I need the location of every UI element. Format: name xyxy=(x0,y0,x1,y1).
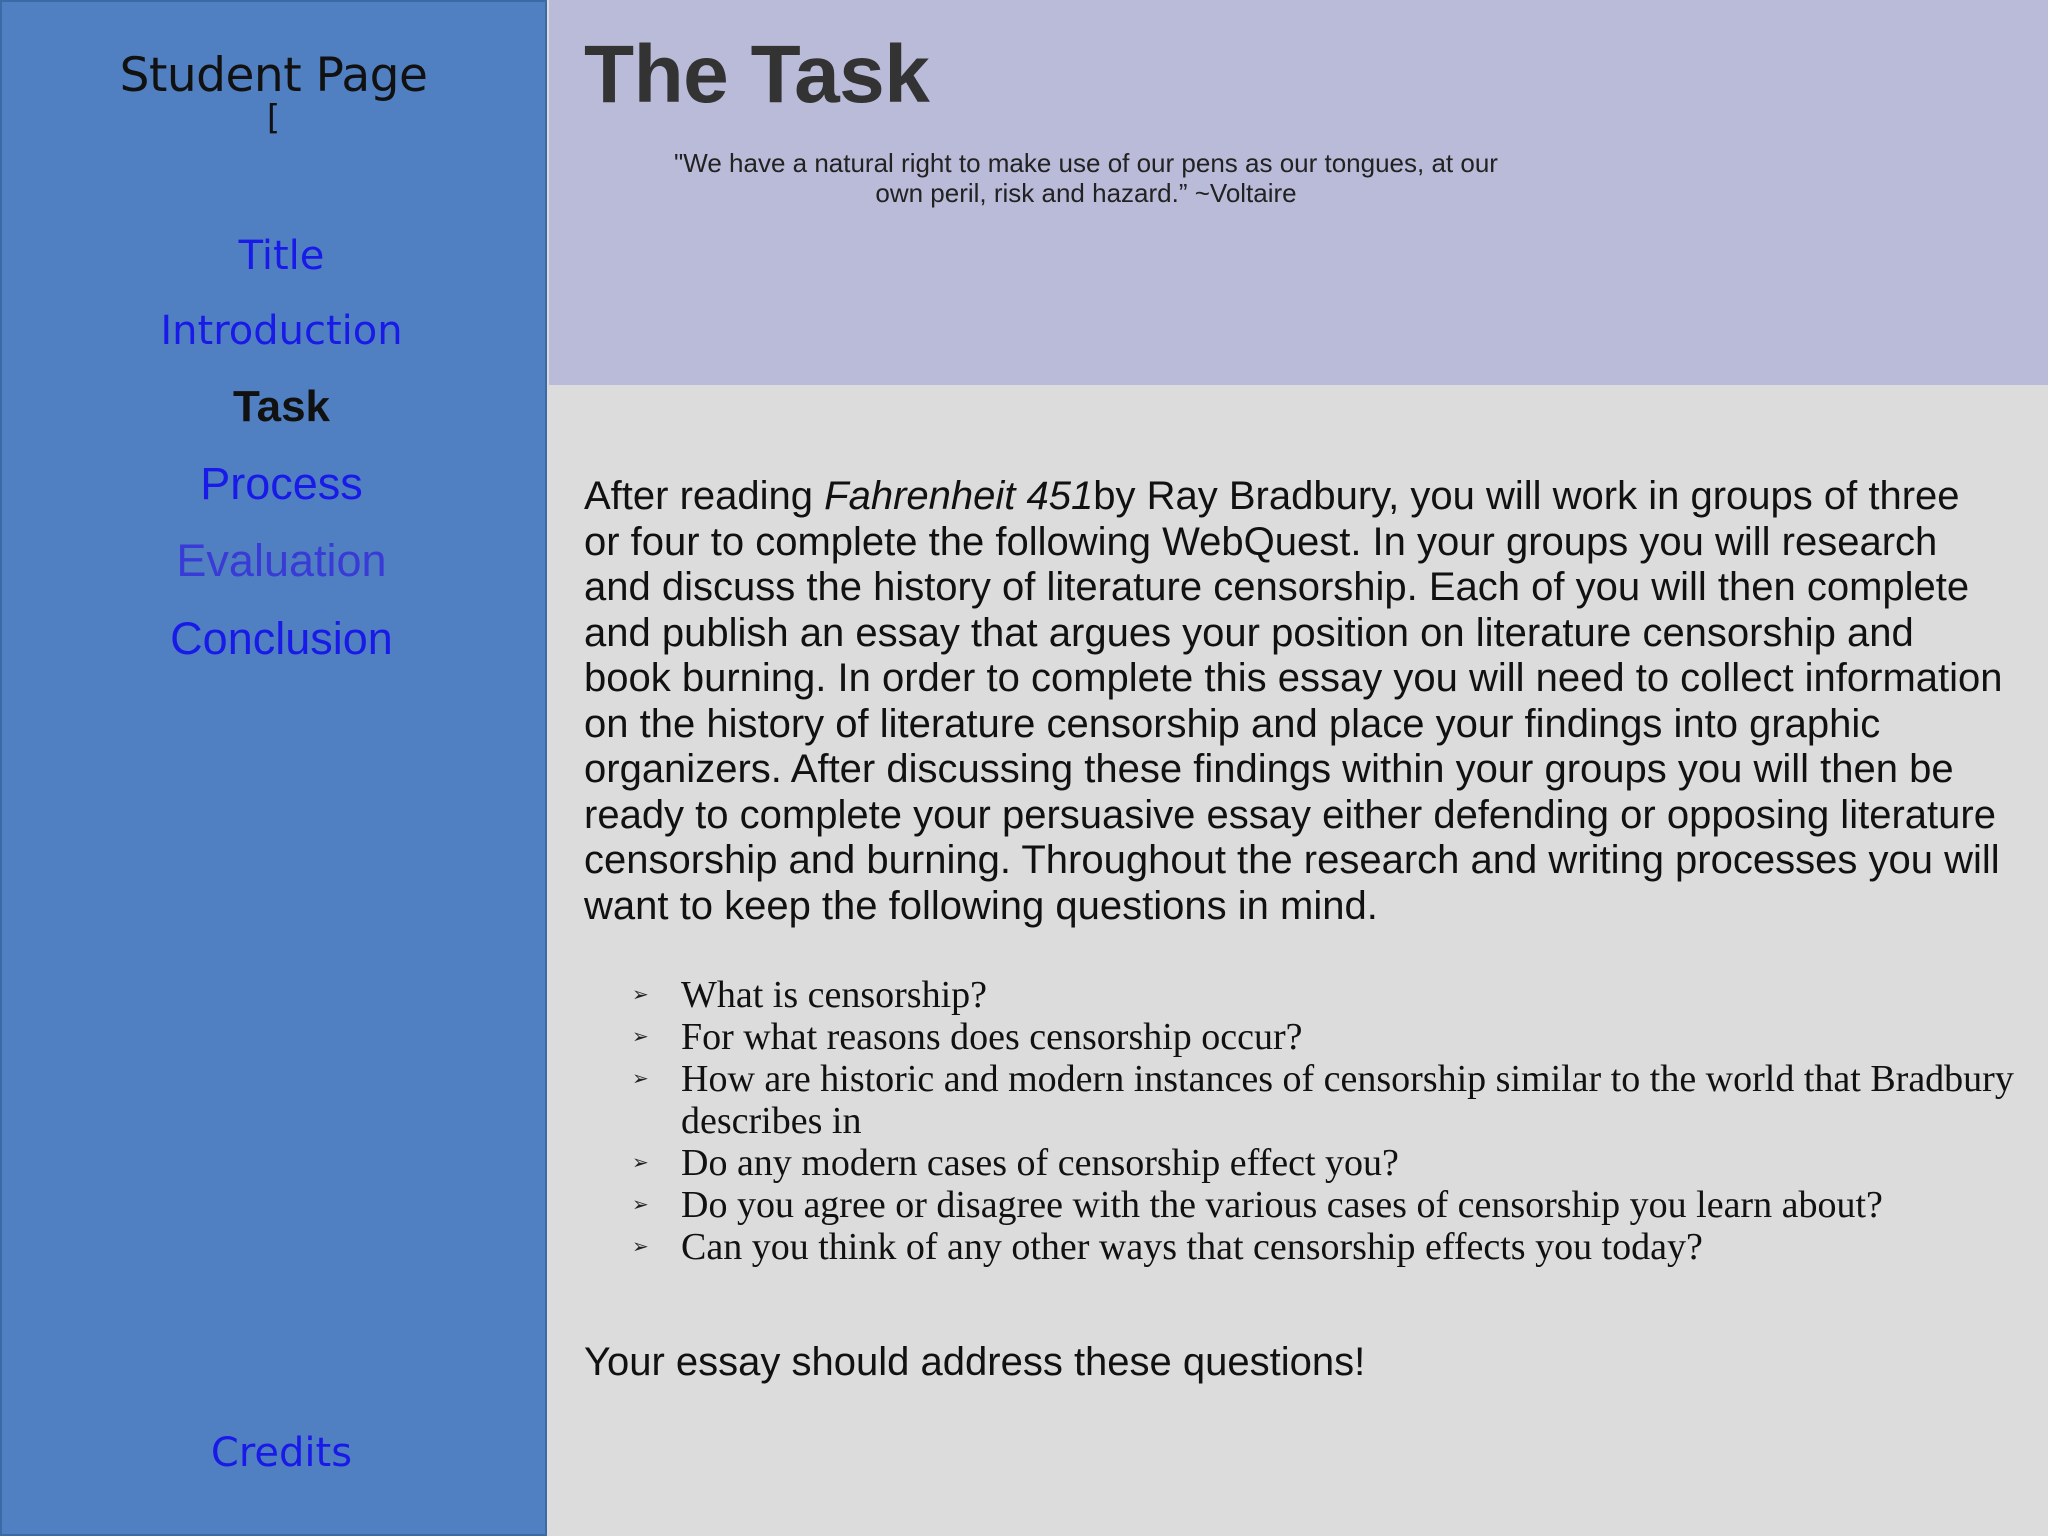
arrow-bullet-icon: ➢ xyxy=(632,1026,649,1048)
arrow-bullet-icon: ➢ xyxy=(632,1068,649,1090)
closing-statement: Your essay should address these questions! xyxy=(584,1340,1366,1384)
question-text: Do any modern cases of censorship effect you? xyxy=(681,1142,1399,1184)
book-title: Fahrenheit 451 xyxy=(824,474,1094,518)
arrow-bullet-icon: ➢ xyxy=(632,984,649,1006)
quote-line-1: "We have a natural right to make use of our pens as our tongues, at our xyxy=(674,148,1498,178)
list-item xyxy=(584,1142,2024,1184)
list-item xyxy=(584,1058,2024,1142)
nav-link-evaluation[interactable]: Evaluation xyxy=(176,535,387,586)
nav-link-introduction[interactable]: Introduction xyxy=(160,308,403,354)
sidebar xyxy=(0,0,547,1536)
voltaire-quote xyxy=(586,148,1586,208)
question-text: What is censorship? xyxy=(681,974,988,1016)
text-cursor: [ xyxy=(266,98,281,138)
list-item xyxy=(584,974,2024,1016)
question-text: Can you think of any other ways that censorship effects you today? xyxy=(681,1226,1703,1268)
arrow-bullet-icon: ➢ xyxy=(632,1236,649,1258)
nav-link-title[interactable]: Title xyxy=(238,233,325,279)
nav-link-task-current[interactable]: Task xyxy=(232,382,331,431)
task-description xyxy=(584,474,2004,929)
nav-link-credits[interactable]: Credits xyxy=(210,1430,353,1476)
nav-link-conclusion[interactable]: Conclusion xyxy=(170,613,393,664)
list-item xyxy=(584,1016,2024,1058)
intro-rest: by Ray Bradbury, you will work in groups of three or four to complete the following WebQuest. In your groups you will research and discuss the history of literature censorship. Each of you will then complete and publish an essay that argues your position on literature censorship and book burning. In order to complete this essay you will need to collect information on the history of literature censorship and place your findings into graphic organizers. After discussing these findings within your groups you will then be ready to complete your persuasive essay either defending or opposing literature censorship and burning. Throughout the research and writing processes you will want to keep the following questions in mind. xyxy=(584,474,2003,928)
page-title: The Task xyxy=(584,29,930,120)
question-text: How are historic and modern instances of censorship similar to the world that Bradbury describes in xyxy=(681,1058,2014,1142)
list-item xyxy=(584,1184,2024,1226)
question-text: For what reasons does censorship occur? xyxy=(681,1016,1303,1058)
question-text: Do you agree or disagree with the various cases of censorship you learn about? xyxy=(681,1184,1883,1226)
quote-line-2: own peril, risk and hazard.” ~Voltaire xyxy=(875,178,1297,208)
intro-prefix: After reading xyxy=(584,474,825,518)
nav-link-process[interactable]: Process xyxy=(200,458,363,509)
arrow-bullet-icon: ➢ xyxy=(632,1194,649,1216)
arrow-bullet-icon: ➢ xyxy=(632,1152,649,1174)
sidebar-title: Student Page xyxy=(119,48,428,103)
list-item xyxy=(584,1226,2024,1268)
question-list xyxy=(584,974,2024,1268)
